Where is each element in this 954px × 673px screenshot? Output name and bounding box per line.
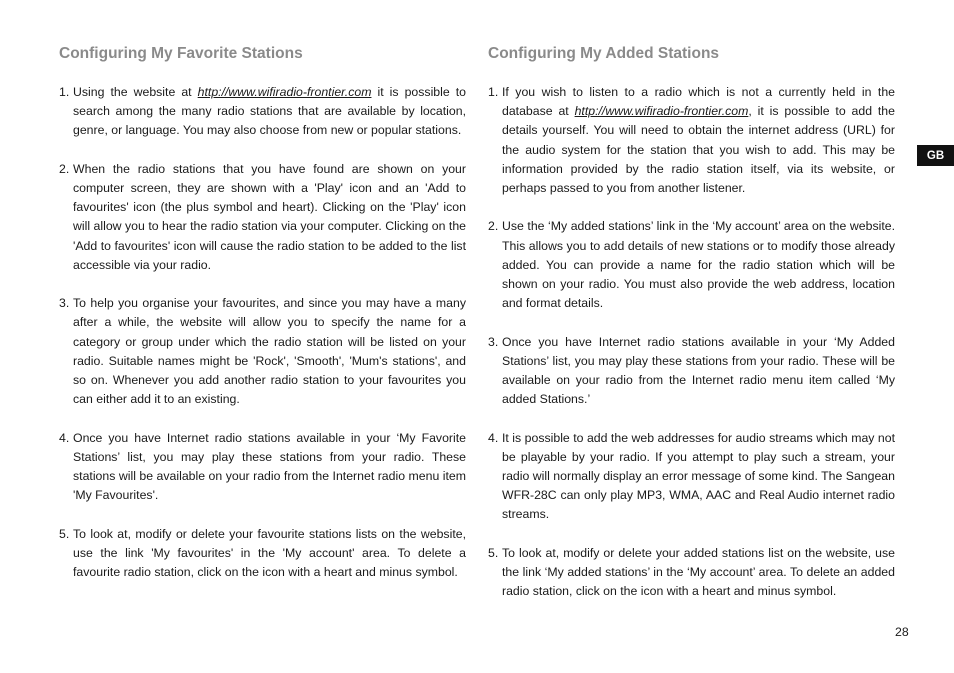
item-text: To look at, modify or delete your added stations list on the website, use the link ‘My added stations’ in the ‘My account’ area. To delete an added radio station, click on the icon with a heart and minus symbol. [502,545,895,599]
list-item [59,160,466,275]
list-item [59,294,466,409]
section-title-favorite-stations: Configuring My Favorite Stations [59,45,303,62]
item-number: 2. [488,219,499,234]
item-text: Use the ‘My added stations’ link in the ‘My account’ area on the website. This allows you to add details of new stations or to modify those already added. You can provide a name for the radio station which will be shown on your radio. You must also provide the web address, location and format details. [502,219,895,311]
item-text: When the radio stations that you have found are shown on your computer screen, they are shown with a 'Play' icon and an 'Add to favourites' icon (the plus symbol and heart). Clicking on the 'Play' icon will allow you to hear the radio station via your computer. Clicking on the 'Add to favourites' icon will cause the radio station to be added to the list accessible via your radio. [73,161,466,272]
list-item [488,429,895,525]
item-number: 1. [488,85,499,99]
item-text: Once you have Internet radio stations available in your ‘My Favorite Stations’ list, you may play these stations from your radio. These stations will be available on your radio from the Internet radio menu item 'My Favourites'. [73,430,466,503]
item-number: 4. [488,430,499,445]
website-link[interactable]: http://www.wifiradio-frontier.com [574,104,749,119]
item-number: 5. [59,526,70,541]
left-column [59,44,466,601]
item-number: 3. [488,334,499,349]
section-title-added-stations: Configuring My Added Stations [488,45,720,62]
item-text: Once you have Internet radio stations available in your ‘My Added Stations’ list, you may play these stations from your radio. These will be available on your radio from the Internet radio menu item called ‘My added Stations.’ [502,334,895,407]
item-text-pre: If you wish to listen to a radio which is not a currently held in the database at [502,85,895,119]
item-text: It is possible to add the web addresses for audio streams which may not be playable by your radio. If you attempt to play such a stream, your radio will normally display an error message of some kind. The Sangean WFR-28C can only play MP3, WMA, AAC and Real Audio internet radio streams. [502,430,895,522]
item-number: 4. [59,430,70,445]
list-item [488,333,895,410]
right-column [488,44,895,621]
item-number: 1. [59,85,70,99]
list-item [59,83,466,141]
item-number: 3. [59,296,70,311]
item-text-post: it is possible to search among the many radio stations that are available by location, genre, or language. You may also choose from new or popular stations. [73,85,466,138]
item-number: 5. [488,545,499,560]
website-link[interactable]: http://www.wifiradio-frontier.com [197,85,372,99]
list-item [488,83,895,198]
language-badge: GB [917,145,954,166]
list-item [488,544,895,602]
list-item [59,525,466,583]
item-text-pre: Using the website at [73,85,198,99]
item-text: To help you organise your favourites, and since you may have a many after a while, the website will allow you to specify the name for a category or group under which the radio station will be listed on your radio. Suitable names might be 'Rock', 'Smooth', 'Mum's stations', and so on. Whenever you add another radio station to your favourites you can either add it to an existing. [73,296,466,407]
item-number: 2. [59,161,70,176]
list-item [59,429,466,506]
item-text-post: , it is possible to add the details yourself. You will need to obtain the internet address (URL) for the audio system for the station that you wish to add. This may be information provided by the radio station itself, via its website, or perhaps passed to you from another listener. [502,104,895,196]
list-item [488,217,895,313]
page-number: 28 [895,625,909,639]
item-text: To look at, modify or delete your favourite stations lists on the website, use the link 'My favourites' in the 'My account' area. To delete a favourite radio station, click on the icon with a heart and minus symbol. [73,526,466,580]
